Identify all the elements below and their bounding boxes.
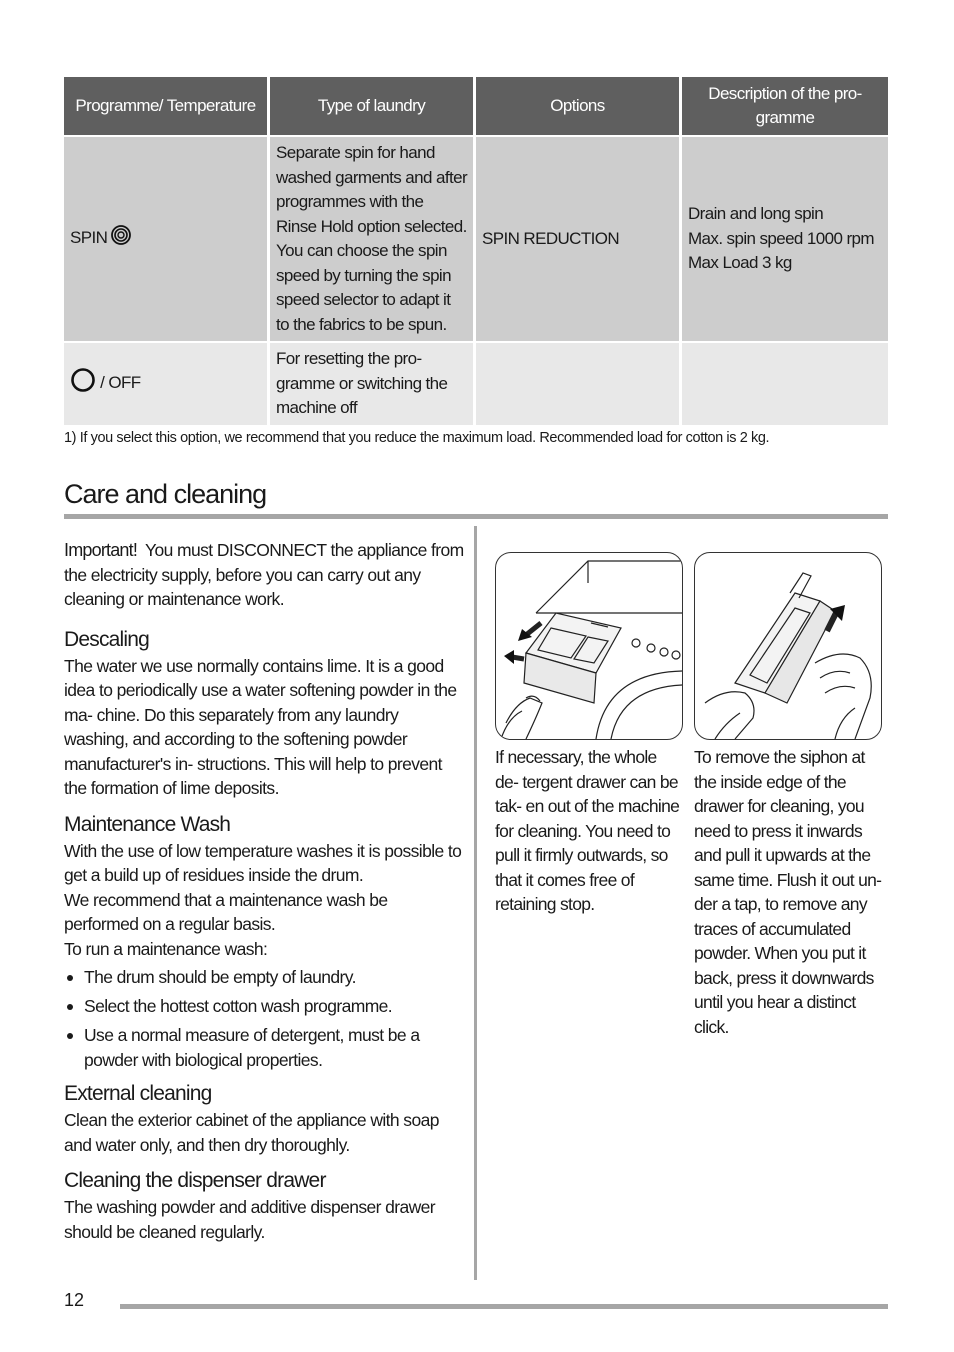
- column-divider: [474, 526, 477, 1280]
- description-cell: [682, 135, 888, 341]
- dispenser-heading: Cleaning the dispenser drawer: [64, 1169, 326, 1192]
- description-cell: [682, 341, 888, 425]
- description-line: Max. spin speed 1000 rpm: [688, 228, 874, 248]
- maintenance-text: We recommend that a maintenance wash be performed on a regular basis.: [64, 889, 388, 934]
- left-column: [64, 538, 466, 1244]
- section-title: Care and cleaning: [64, 476, 888, 519]
- spin-icon: [111, 225, 131, 253]
- important-text: You must DISCONNECT the appliance from the electricity supply, before you can carry out any cleaning or maintenance work.: [64, 540, 464, 609]
- programme-cell: [64, 135, 270, 341]
- descaling-text: The water we use normally contains lime. It is a good idea to periodically use a water softening powder in the ma- chine. Do this separately from any laundry washing, and according to the softening powder manufacturer's in- structions. This will help to prevent the formation of lime deposits.: [64, 655, 457, 798]
- page-number: 12: [64, 1290, 85, 1310]
- table-footnote: 1) If you select this option, we recommend that you reduce the maximum load. Recommended load for cotton is 2 kg.: [64, 430, 770, 446]
- header-laundry: Type of laundry: [270, 77, 476, 135]
- list-item: Use a normal measure of detergent, must be a powder with biological properties.: [64, 1023, 466, 1072]
- external-heading: External cleaning: [64, 1082, 212, 1105]
- options-cell: SPIN REDUCTION: [476, 135, 682, 341]
- descaling-heading: Descaling: [64, 627, 150, 651]
- table-header-row: [64, 77, 888, 135]
- header-options: Options: [476, 77, 682, 135]
- off-circle-icon: [70, 367, 96, 401]
- laundry-cell: Separate spin for hand washed garments and after programmes with the Rinse Hold option selected. You can choose the spin speed by turning the spin speed selector to adapt it to the fabrics to be spun.: [270, 135, 476, 341]
- programme-cell: [64, 341, 270, 425]
- options-cell: [476, 341, 682, 425]
- important-label: Important!: [64, 540, 138, 560]
- table-row: [64, 135, 888, 341]
- siphon-removal-caption: [694, 745, 882, 1039]
- laundry-cell: For resetting the pro- gramme or switching the machine off: [270, 341, 476, 425]
- programme-table: [64, 77, 888, 425]
- figure-caption-text: To remove the siphon at the inside edge of the drawer for cleaning, you need to press it inwards and pull it upwards at the same time. Flush it out un- der a tap, to remove any traces of accumulated powder. When you put it back, press it downwards until you hear a distinct click.: [694, 747, 882, 1037]
- description-line: Drain and long spin: [688, 204, 824, 224]
- dispenser-text: The washing powder and additive dispenser drawer should be cleaned regularly.: [64, 1197, 436, 1242]
- programme-name: SPIN: [70, 228, 108, 248]
- maintenance-heading: Maintenance Wash: [64, 812, 231, 836]
- list-item: The drum should be empty of laundry.: [64, 965, 466, 990]
- header-programme: Programme/ Temperature: [64, 77, 270, 135]
- header-description: Description of the pro- gramme: [682, 77, 888, 135]
- list-item: Select the hottest cotton wash programme.: [64, 994, 466, 1019]
- drawer-removal-illustration: [495, 552, 683, 740]
- description-line: Max Load 3 kg: [688, 253, 792, 273]
- important-note: [64, 538, 466, 612]
- figure-caption-text: If necessary, the whole de- tergent drawer can be tak- en out of the machine for cleaning. You need to pull it firmly outwards, so that it comes free of retaining stop.: [495, 747, 680, 914]
- external-text: Clean the exterior cabinet of the appliance with soap and water only, and then dry thoroughly.: [64, 1110, 439, 1155]
- programme-name: / OFF: [100, 373, 141, 393]
- siphon-removal-illustration: [694, 552, 882, 740]
- maintenance-text: To run a maintenance wash:: [64, 938, 268, 959]
- maintenance-text: With the use of low temperature washes it is possible to get a build up of residues inside the drum.: [64, 840, 462, 885]
- drawer-removal-caption: [495, 745, 681, 917]
- footer-rule: [120, 1304, 888, 1309]
- table-row: [64, 341, 888, 425]
- maintenance-steps: [64, 965, 466, 1072]
